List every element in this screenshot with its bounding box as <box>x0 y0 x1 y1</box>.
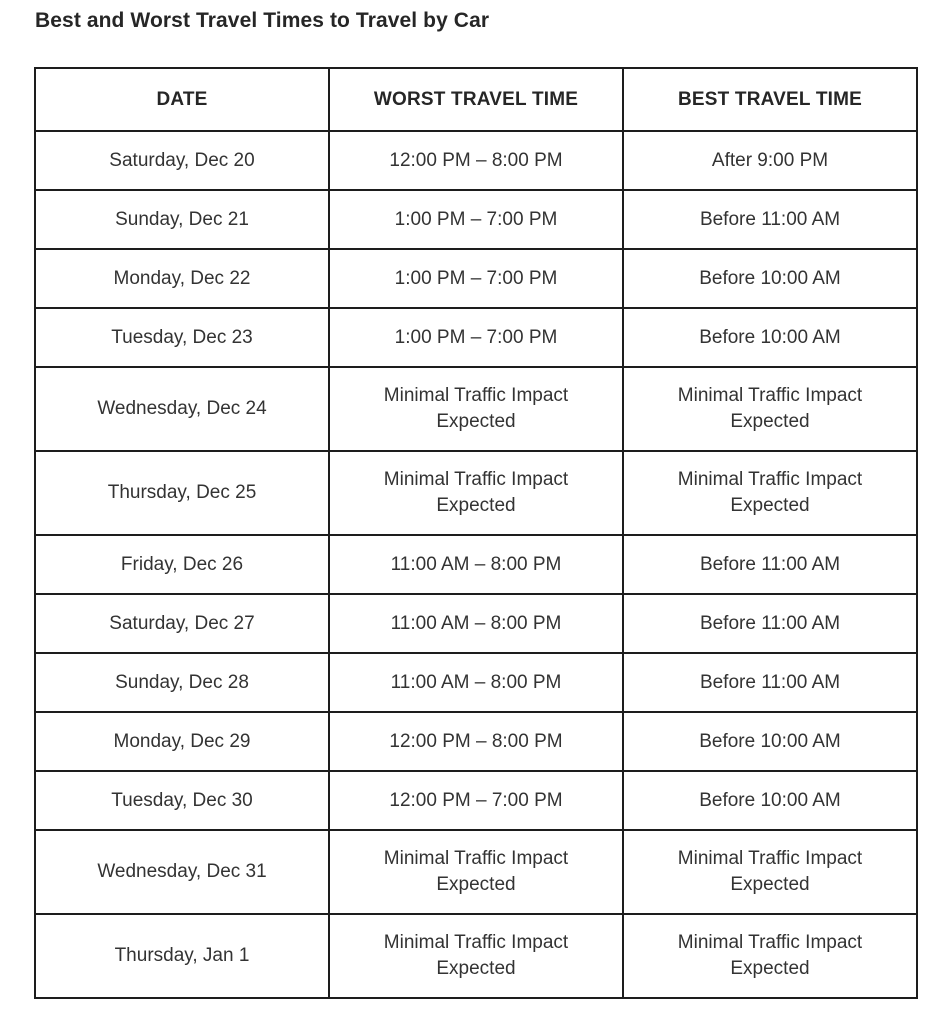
best-travel-time-cell: Minimal Traffic Impact Expected <box>623 914 917 998</box>
worst-travel-time-cell: 12:00 PM – 8:00 PM <box>329 131 623 190</box>
date-cell: Tuesday, Dec 30 <box>35 771 329 830</box>
header-row <box>35 68 917 131</box>
date-cell: Sunday, Dec 21 <box>35 190 329 249</box>
worst-travel-time-cell: Minimal Traffic Impact Expected <box>329 367 623 451</box>
date-cell: Monday, Dec 29 <box>35 712 329 771</box>
worst-travel-time-cell: Minimal Traffic Impact Expected <box>329 451 623 535</box>
column-header-worst-travel-time: WORST TRAVEL TIME <box>329 68 623 131</box>
worst-travel-time-cell: 1:00 PM – 7:00 PM <box>329 249 623 308</box>
date-cell: Thursday, Jan 1 <box>35 914 329 998</box>
worst-travel-time-cell: 12:00 PM – 7:00 PM <box>329 771 623 830</box>
table-row <box>35 535 917 594</box>
best-travel-time-cell: Before 11:00 AM <box>623 594 917 653</box>
column-header-date: DATE <box>35 68 329 131</box>
date-cell: Thursday, Dec 25 <box>35 451 329 535</box>
table-row <box>35 190 917 249</box>
best-travel-time-cell: Before 10:00 AM <box>623 771 917 830</box>
table-row <box>35 308 917 367</box>
date-cell: Monday, Dec 22 <box>35 249 329 308</box>
table-row <box>35 712 917 771</box>
worst-travel-time-cell: Minimal Traffic Impact Expected <box>329 914 623 998</box>
best-travel-time-cell: Before 11:00 AM <box>623 653 917 712</box>
page <box>0 8 947 1032</box>
best-travel-time-cell: Before 11:00 AM <box>623 535 917 594</box>
date-cell: Saturday, Dec 20 <box>35 131 329 190</box>
column-header-best-travel-time: BEST TRAVEL TIME <box>623 68 917 131</box>
date-cell: Wednesday, Dec 24 <box>35 367 329 451</box>
table-row <box>35 131 917 190</box>
date-cell: Sunday, Dec 28 <box>35 653 329 712</box>
table-row <box>35 830 917 914</box>
best-travel-time-cell: Minimal Traffic Impact Expected <box>623 451 917 535</box>
worst-travel-time-cell: 1:00 PM – 7:00 PM <box>329 308 623 367</box>
best-travel-time-cell: Before 10:00 AM <box>623 712 917 771</box>
table-row <box>35 594 917 653</box>
best-travel-time-cell: Before 10:00 AM <box>623 308 917 367</box>
table-row <box>35 249 917 308</box>
worst-travel-time-cell: 1:00 PM – 7:00 PM <box>329 190 623 249</box>
worst-travel-time-cell: 11:00 AM – 8:00 PM <box>329 653 623 712</box>
worst-travel-time-cell: 11:00 AM – 8:00 PM <box>329 535 623 594</box>
worst-travel-time-cell: 11:00 AM – 8:00 PM <box>329 594 623 653</box>
best-travel-time-cell: After 9:00 PM <box>623 131 917 190</box>
date-cell: Friday, Dec 26 <box>35 535 329 594</box>
best-travel-time-cell: Before 11:00 AM <box>623 190 917 249</box>
table-row <box>35 771 917 830</box>
date-cell: Tuesday, Dec 23 <box>35 308 329 367</box>
table-row <box>35 914 917 998</box>
date-cell: Saturday, Dec 27 <box>35 594 329 653</box>
date-cell: Wednesday, Dec 31 <box>35 830 329 914</box>
best-travel-time-cell: Minimal Traffic Impact Expected <box>623 367 917 451</box>
page-title: Best and Worst Travel Times to Travel by Car <box>35 9 490 32</box>
table-row <box>35 451 917 535</box>
worst-travel-time-cell: 12:00 PM – 8:00 PM <box>329 712 623 771</box>
worst-travel-time-cell: Minimal Traffic Impact Expected <box>329 830 623 914</box>
travel-times-table <box>34 67 918 999</box>
best-travel-time-cell: Minimal Traffic Impact Expected <box>623 830 917 914</box>
best-travel-time-cell: Before 10:00 AM <box>623 249 917 308</box>
table-row <box>35 653 917 712</box>
table-row <box>35 367 917 451</box>
